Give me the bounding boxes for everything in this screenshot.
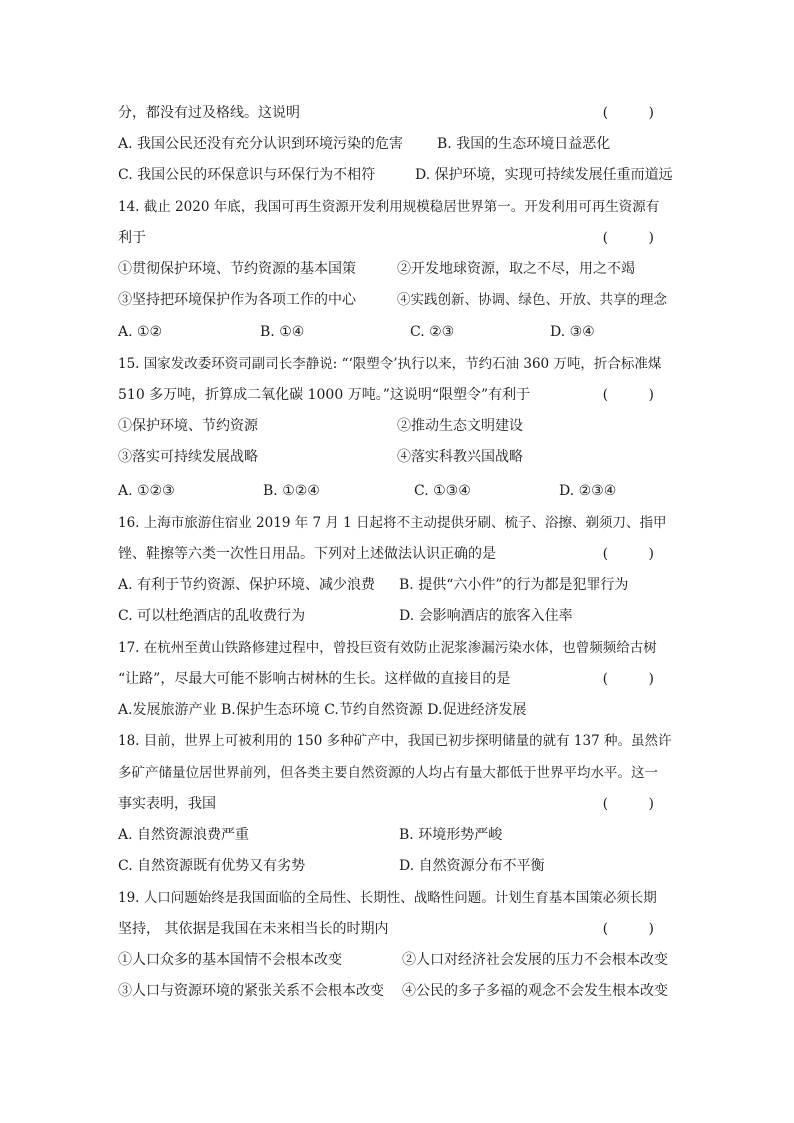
question-15-items-34 [118, 445, 676, 469]
option-c: C. 可以杜绝酒店的乱收费行为 [118, 608, 306, 624]
answer-blank: ( ) [602, 671, 672, 687]
option-b: B. 我国的生态环境日益恶化 [437, 136, 611, 152]
item-2: ②推动生态文明建设 [397, 418, 523, 434]
choice-a: A. ①②③ [118, 483, 175, 499]
answer-blank: ( ) [602, 796, 672, 812]
answer-blank: ( ) [602, 230, 672, 246]
answer-blank: ( ) [602, 105, 672, 121]
item-4: ④落实科教兴国战略 [397, 449, 523, 465]
answer-blank: ( ) [602, 921, 672, 937]
question-18-stem-mid: 多矿产储量位居世界前列，但各类主要自然资源的人均占有量大都低于世界平均水平。这一 [118, 765, 658, 781]
question-16-stem-end: 锉、鞋擦等六类一次性日用品。下列对上述做法认识正确的是 ( ) [118, 542, 676, 566]
choice-c: C. ②③ [410, 324, 455, 340]
item-3: ③落实可持续发展战略 [118, 449, 258, 465]
question-16-options-ab [118, 573, 676, 597]
question-18-options-cd [118, 854, 676, 878]
option-d: D. 自然资源分布不平衡 [399, 858, 545, 874]
answer-blank: ( ) [602, 387, 672, 403]
item-1: ①贯彻保护环境、节约资源的基本国策 [118, 261, 356, 277]
question-19-items-34 [118, 979, 676, 1003]
choice-b: B. ①②④ [263, 483, 320, 499]
item-2: ②开发地球资源，取之不尽，用之不竭 [397, 261, 635, 277]
item-2: ②人口对经济社会发展的压力不会根本改变 [402, 952, 668, 968]
question-14-choices [118, 320, 676, 344]
question-17-stem: 17. 在杭州至黄山铁路修建过程中，曾投巨资有效防止泥浆渗漏污染水体，也曾频频给古树 [118, 640, 657, 656]
question-13-stem-end: 分，都没有过及格线。这说明 ( ) [118, 101, 676, 125]
option-d: D. 保护环境，实现可持续发展任重而道远 [415, 167, 673, 183]
option-a: A. 自然资源浪费严重 [118, 827, 250, 843]
item-1: ①保护环境、节约资源 [118, 418, 258, 434]
choice-d: D. ③④ [550, 324, 595, 340]
choice-c: C. ①③④ [414, 483, 471, 499]
question-13-options-cd [118, 163, 676, 187]
question-18-stem: 18. 目前，世界上可被利用的 150 多种矿产中，我国已初步探明储量的就有 137 种。虽然许 [118, 733, 672, 749]
question-19-items-12 [118, 948, 676, 972]
answer-blank: ( ) [602, 546, 672, 562]
question-16-stem: 16. 上海市旅游住宿业 2019 年 7 月 1 日起将不主动提供牙刷、梳子、浴擦、剃须刀、指甲 [118, 515, 667, 531]
question-14-items-34 [118, 288, 676, 312]
question-17-options: A.发展旅游产业 B.保护生态环境 C.节约自然资源 D.促进经济发展 [118, 702, 527, 718]
option-c: C. 自然资源既有优势又有劣势 [118, 858, 306, 874]
question-15-choices [118, 479, 676, 503]
option-b: B. 提供“六小件”的行为都是犯罪行为 [399, 577, 629, 593]
item-3: ③人口与资源环境的紧张关系不会根本改变 [118, 983, 384, 999]
choice-b: B. ①④ [260, 324, 305, 340]
item-4: ④实践创新、协调、绿色、开放、共享的理念 [397, 292, 667, 308]
question-15-stem: 15. 国家发改委环资司副司长李静说: “‘限塑令’执行以来，节约石油 360 万吨，折合标准煤 [118, 356, 662, 372]
option-a: A. 我国公民还没有充分认识到环境污染的危害 [118, 136, 404, 152]
question-13-options-ab [118, 132, 676, 156]
option-d: D. 会影响酒店的旅客入住率 [399, 608, 573, 624]
option-b: B. 环境形势严峻 [399, 827, 503, 843]
question-14-stem: 14. 截止 2020 年底，我国可再生资源开发利用规模稳居世界第一。开发利用可再生资源有 [118, 199, 660, 215]
question-19-stem: 19. 人口问题始终是我国面临的全局性、长期性、战略性问题。计划生育基本国策必须长期 [118, 890, 657, 906]
question-17-stem-end: “让路”，尽最大可能不影响古树林的生长。这样做的直接目的是 ( ) [118, 667, 676, 691]
choice-d: D. ②③④ [559, 483, 617, 499]
question-15-items-12 [118, 414, 676, 438]
question-15-stem-end: 510 多万吨，折算成二氧化碳 1000 万吨。”这说明“限塑令”有利于 ( ) [118, 383, 676, 407]
choice-a: A. ①② [118, 324, 163, 340]
item-4: ④公民的多子多福的观念不会发生根本改变 [402, 983, 668, 999]
question-14-stem-end: 利于 ( ) [118, 226, 676, 250]
question-18-stem-end: 事实表明，我国 ( ) [118, 792, 676, 816]
option-c: C. 我国公民的环保意识与环保行为不相符 [118, 167, 376, 183]
item-1: ①人口众多的基本国情不会根本改变 [118, 952, 342, 968]
option-a: A. 有利于节约资源、保护环境、减少浪费 [118, 577, 376, 593]
question-16-options-cd [118, 604, 676, 628]
question-14-items-12 [118, 257, 676, 281]
question-19-stem-end: 坚持， 其依据是我国在未来相当长的时期内 ( ) [118, 917, 676, 941]
question-18-options-ab [118, 823, 676, 847]
item-3: ③坚持把环境保护作为各项工作的中心 [118, 292, 356, 308]
